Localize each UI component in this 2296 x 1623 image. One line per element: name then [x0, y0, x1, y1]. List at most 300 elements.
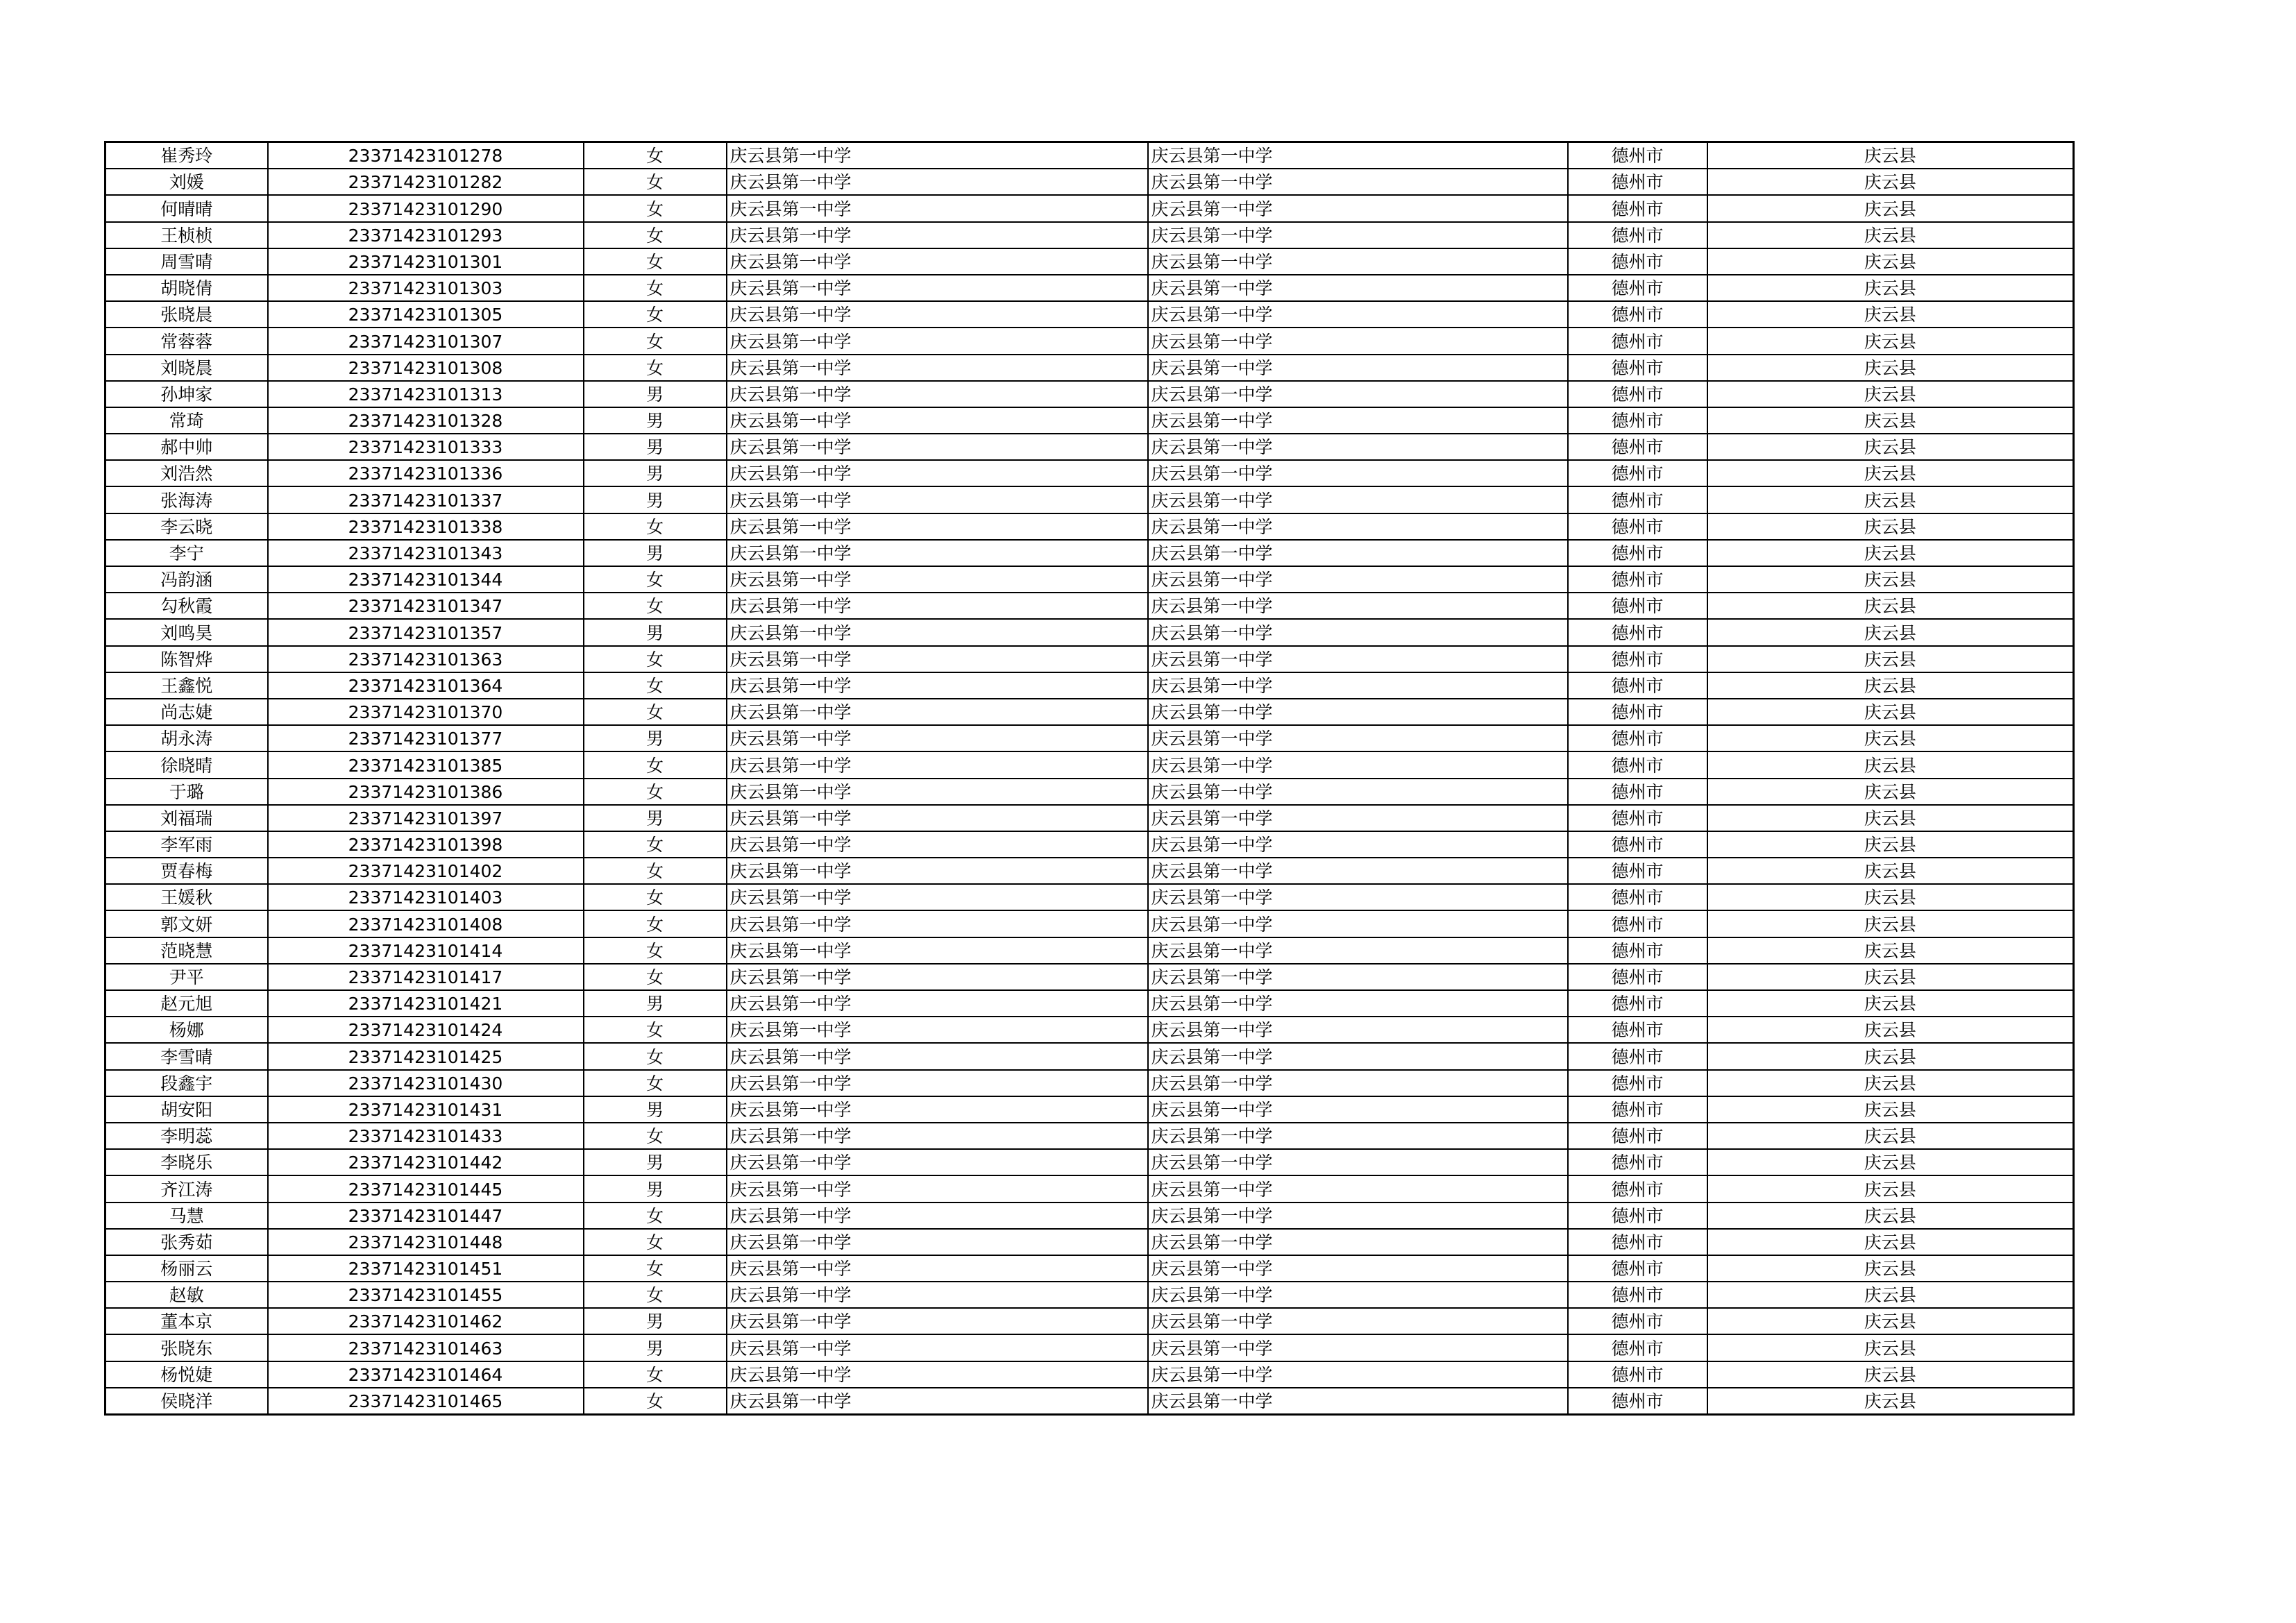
cell-name: 崔秀玲: [105, 142, 268, 169]
table-row: [105, 1070, 2074, 1096]
cell-name: 段鑫宇: [105, 1070, 268, 1096]
table-row: [105, 1334, 2074, 1361]
cell-city: 德州市: [1568, 646, 1707, 672]
cell-exam-id: 23371423101308: [268, 355, 584, 381]
cell-school: 庆云县第一中学: [727, 937, 1148, 964]
cell-name: 李晓乐: [105, 1149, 268, 1175]
cell-gender: 女: [584, 779, 727, 805]
cell-exam-site: 庆云县第一中学: [1148, 937, 1568, 964]
table-row: [105, 248, 2074, 275]
cell-name: 张晓东: [105, 1334, 268, 1361]
cell-city: 德州市: [1568, 990, 1707, 1017]
cell-exam-site: 庆云县第一中学: [1148, 460, 1568, 486]
cell-exam-site: 庆云县第一中学: [1148, 646, 1568, 672]
cell-county: 庆云县: [1707, 1255, 2074, 1282]
cell-exam-id: 23371423101347: [268, 593, 584, 619]
cell-city: 德州市: [1568, 381, 1707, 407]
cell-exam-site: 庆云县第一中学: [1148, 593, 1568, 619]
cell-county: 庆云县: [1707, 1043, 2074, 1069]
cell-city: 德州市: [1568, 222, 1707, 248]
cell-exam-id: 23371423101403: [268, 884, 584, 910]
cell-exam-site: 庆云县第一中学: [1148, 1070, 1568, 1096]
table-row: [105, 513, 2074, 540]
cell-name: 常琦: [105, 407, 268, 434]
cell-gender: 女: [584, 195, 727, 221]
cell-city: 德州市: [1568, 1229, 1707, 1255]
cell-name: 于璐: [105, 779, 268, 805]
roster-table: [104, 141, 2075, 1416]
cell-exam-site: 庆云县第一中学: [1148, 1282, 1568, 1308]
table-row: [105, 805, 2074, 831]
cell-county: 庆云县: [1707, 275, 2074, 301]
cell-county: 庆云县: [1707, 142, 2074, 169]
cell-exam-id: 23371423101363: [268, 646, 584, 672]
cell-name: 胡安阳: [105, 1096, 268, 1123]
cell-exam-id: 23371423101328: [268, 407, 584, 434]
table-row: [105, 328, 2074, 354]
cell-city: 德州市: [1568, 1123, 1707, 1149]
cell-county: 庆云县: [1707, 460, 2074, 486]
table-row: [105, 1096, 2074, 1123]
cell-county: 庆云县: [1707, 301, 2074, 328]
cell-city: 德州市: [1568, 1282, 1707, 1308]
cell-gender: 女: [584, 328, 727, 354]
cell-exam-id: 23371423101344: [268, 566, 584, 593]
cell-exam-id: 23371423101301: [268, 248, 584, 275]
cell-exam-id: 23371423101430: [268, 1070, 584, 1096]
cell-exam-site: 庆云县第一中学: [1148, 805, 1568, 831]
cell-exam-site: 庆云县第一中学: [1148, 831, 1568, 858]
cell-school: 庆云县第一中学: [727, 328, 1148, 354]
cell-school: 庆云县第一中学: [727, 1282, 1148, 1308]
cell-exam-id: 23371423101377: [268, 725, 584, 751]
cell-county: 庆云县: [1707, 222, 2074, 248]
cell-exam-id: 23371423101455: [268, 1282, 584, 1308]
cell-exam-site: 庆云县第一中学: [1148, 1229, 1568, 1255]
cell-school: 庆云县第一中学: [727, 646, 1148, 672]
cell-city: 德州市: [1568, 1334, 1707, 1361]
table-row: [105, 1388, 2074, 1415]
cell-gender: 男: [584, 1096, 727, 1123]
table-row: [105, 195, 2074, 221]
cell-exam-site: 庆云县第一中学: [1148, 1175, 1568, 1202]
table-row: [105, 355, 2074, 381]
cell-gender: 女: [584, 910, 727, 937]
cell-school: 庆云县第一中学: [727, 1149, 1148, 1175]
cell-city: 德州市: [1568, 142, 1707, 169]
cell-gender: 男: [584, 540, 727, 566]
cell-gender: 男: [584, 434, 727, 460]
cell-exam-site: 庆云县第一中学: [1148, 779, 1568, 805]
cell-county: 庆云县: [1707, 1388, 2074, 1415]
cell-name: 李宁: [105, 540, 268, 566]
cell-school: 庆云县第一中学: [727, 1255, 1148, 1282]
cell-school: 庆云县第一中学: [727, 222, 1148, 248]
cell-city: 德州市: [1568, 1361, 1707, 1388]
cell-exam-id: 23371423101386: [268, 779, 584, 805]
cell-county: 庆云县: [1707, 1334, 2074, 1361]
cell-school: 庆云县第一中学: [727, 1203, 1148, 1229]
cell-gender: 女: [584, 937, 727, 964]
cell-exam-id: 23371423101307: [268, 328, 584, 354]
cell-city: 德州市: [1568, 275, 1707, 301]
table-row: [105, 142, 2074, 169]
cell-school: 庆云县第一中学: [727, 381, 1148, 407]
table-row: [105, 460, 2074, 486]
cell-exam-id: 23371423101421: [268, 990, 584, 1017]
cell-exam-site: 庆云县第一中学: [1148, 1149, 1568, 1175]
cell-exam-id: 23371423101465: [268, 1388, 584, 1415]
cell-school: 庆云县第一中学: [727, 1388, 1148, 1415]
cell-school: 庆云县第一中学: [727, 1043, 1148, 1069]
cell-gender: 女: [584, 1255, 727, 1282]
cell-county: 庆云县: [1707, 910, 2074, 937]
cell-exam-site: 庆云县第一中学: [1148, 1361, 1568, 1388]
cell-school: 庆云县第一中学: [727, 195, 1148, 221]
cell-name: 李军雨: [105, 831, 268, 858]
cell-county: 庆云县: [1707, 566, 2074, 593]
table-row: [105, 1282, 2074, 1308]
cell-exam-site: 庆云县第一中学: [1148, 910, 1568, 937]
cell-name: 李云晓: [105, 513, 268, 540]
cell-city: 德州市: [1568, 195, 1707, 221]
cell-city: 德州市: [1568, 1308, 1707, 1334]
cell-gender: 女: [584, 858, 727, 884]
cell-city: 德州市: [1568, 725, 1707, 751]
cell-exam-id: 23371423101293: [268, 222, 584, 248]
cell-exam-site: 庆云县第一中学: [1148, 540, 1568, 566]
cell-city: 德州市: [1568, 699, 1707, 725]
cell-gender: 女: [584, 513, 727, 540]
cell-exam-site: 庆云县第一中学: [1148, 1043, 1568, 1069]
cell-gender: 男: [584, 1334, 727, 1361]
cell-name: 杨丽云: [105, 1255, 268, 1282]
cell-exam-site: 庆云县第一中学: [1148, 248, 1568, 275]
cell-exam-site: 庆云县第一中学: [1148, 195, 1568, 221]
cell-county: 庆云县: [1707, 1070, 2074, 1096]
cell-county: 庆云县: [1707, 725, 2074, 751]
cell-exam-id: 23371423101337: [268, 486, 584, 513]
cell-school: 庆云县第一中学: [727, 699, 1148, 725]
cell-county: 庆云县: [1707, 1282, 2074, 1308]
table-row: [105, 1255, 2074, 1282]
table-row: [105, 1175, 2074, 1202]
cell-exam-site: 庆云县第一中学: [1148, 964, 1568, 990]
cell-city: 德州市: [1568, 858, 1707, 884]
cell-school: 庆云县第一中学: [727, 486, 1148, 513]
cell-exam-site: 庆云县第一中学: [1148, 407, 1568, 434]
cell-exam-site: 庆云县第一中学: [1148, 301, 1568, 328]
cell-school: 庆云县第一中学: [727, 751, 1148, 778]
cell-gender: 女: [584, 751, 727, 778]
cell-county: 庆云县: [1707, 831, 2074, 858]
cell-gender: 女: [584, 248, 727, 275]
cell-school: 庆云县第一中学: [727, 248, 1148, 275]
cell-name: 杨悦婕: [105, 1361, 268, 1388]
cell-exam-site: 庆云县第一中学: [1148, 725, 1568, 751]
cell-city: 德州市: [1568, 1203, 1707, 1229]
cell-school: 庆云县第一中学: [727, 884, 1148, 910]
cell-county: 庆云县: [1707, 699, 2074, 725]
cell-gender: 女: [584, 1017, 727, 1043]
table-row: [105, 1123, 2074, 1149]
cell-gender: 女: [584, 1229, 727, 1255]
cell-exam-id: 23371423101343: [268, 540, 584, 566]
cell-exam-id: 23371423101424: [268, 1017, 584, 1043]
cell-city: 德州市: [1568, 779, 1707, 805]
cell-exam-site: 庆云县第一中学: [1148, 434, 1568, 460]
cell-city: 德州市: [1568, 831, 1707, 858]
cell-county: 庆云县: [1707, 1203, 2074, 1229]
cell-city: 德州市: [1568, 248, 1707, 275]
cell-county: 庆云县: [1707, 858, 2074, 884]
cell-county: 庆云县: [1707, 751, 2074, 778]
cell-county: 庆云县: [1707, 1096, 2074, 1123]
cell-school: 庆云县第一中学: [727, 964, 1148, 990]
cell-name: 尚志婕: [105, 699, 268, 725]
cell-county: 庆云县: [1707, 1361, 2074, 1388]
cell-city: 德州市: [1568, 566, 1707, 593]
cell-school: 庆云县第一中学: [727, 1070, 1148, 1096]
cell-gender: 女: [584, 222, 727, 248]
cell-name: 张秀茹: [105, 1229, 268, 1255]
cell-exam-id: 23371423101463: [268, 1334, 584, 1361]
cell-city: 德州市: [1568, 1388, 1707, 1415]
table-row: [105, 1361, 2074, 1388]
cell-county: 庆云县: [1707, 619, 2074, 645]
cell-county: 庆云县: [1707, 964, 2074, 990]
cell-county: 庆云县: [1707, 990, 2074, 1017]
cell-name: 马慧: [105, 1203, 268, 1229]
cell-school: 庆云县第一中学: [727, 1229, 1148, 1255]
cell-gender: 女: [584, 142, 727, 169]
cell-exam-id: 23371423101313: [268, 381, 584, 407]
cell-city: 德州市: [1568, 355, 1707, 381]
cell-county: 庆云县: [1707, 593, 2074, 619]
cell-name: 侯晓洋: [105, 1388, 268, 1415]
cell-gender: 女: [584, 355, 727, 381]
cell-exam-site: 庆云县第一中学: [1148, 1096, 1568, 1123]
cell-school: 庆云县第一中学: [727, 1308, 1148, 1334]
cell-name: 郝中帅: [105, 434, 268, 460]
cell-school: 庆云县第一中学: [727, 593, 1148, 619]
cell-school: 庆云县第一中学: [727, 619, 1148, 645]
cell-exam-site: 庆云县第一中学: [1148, 858, 1568, 884]
cell-name: 董本京: [105, 1308, 268, 1334]
cell-school: 庆云县第一中学: [727, 1123, 1148, 1149]
cell-exam-site: 庆云县第一中学: [1148, 990, 1568, 1017]
cell-gender: 男: [584, 1149, 727, 1175]
cell-name: 刘媛: [105, 169, 268, 195]
cell-gender: 女: [584, 566, 727, 593]
table-row: [105, 301, 2074, 328]
cell-exam-id: 23371423101357: [268, 619, 584, 645]
table-row: [105, 1203, 2074, 1229]
cell-gender: 男: [584, 619, 727, 645]
cell-city: 德州市: [1568, 672, 1707, 699]
cell-county: 庆云县: [1707, 1123, 2074, 1149]
cell-exam-id: 23371423101462: [268, 1308, 584, 1334]
table-row: [105, 1308, 2074, 1334]
cell-city: 德州市: [1568, 1070, 1707, 1096]
table-row: [105, 831, 2074, 858]
table-row: [105, 619, 2074, 645]
cell-school: 庆云县第一中学: [727, 990, 1148, 1017]
cell-school: 庆云县第一中学: [727, 831, 1148, 858]
cell-county: 庆云县: [1707, 1229, 2074, 1255]
cell-exam-id: 23371423101364: [268, 672, 584, 699]
cell-exam-site: 庆云县第一中学: [1148, 1388, 1568, 1415]
cell-exam-id: 23371423101290: [268, 195, 584, 221]
cell-exam-id: 23371423101451: [268, 1255, 584, 1282]
cell-exam-id: 23371423101336: [268, 460, 584, 486]
cell-name: 张海涛: [105, 486, 268, 513]
cell-exam-site: 庆云县第一中学: [1148, 1203, 1568, 1229]
cell-gender: 女: [584, 1388, 727, 1415]
cell-county: 庆云县: [1707, 355, 2074, 381]
cell-gender: 女: [584, 1203, 727, 1229]
table-row: [105, 593, 2074, 619]
table-row: [105, 910, 2074, 937]
cell-gender: 女: [584, 275, 727, 301]
cell-gender: 男: [584, 990, 727, 1017]
cell-name: 尹平: [105, 964, 268, 990]
cell-exam-id: 23371423101397: [268, 805, 584, 831]
cell-exam-site: 庆云县第一中学: [1148, 328, 1568, 354]
cell-exam-id: 23371423101408: [268, 910, 584, 937]
cell-county: 庆云县: [1707, 407, 2074, 434]
cell-exam-id: 23371423101445: [268, 1175, 584, 1202]
cell-gender: 女: [584, 964, 727, 990]
cell-county: 庆云县: [1707, 646, 2074, 672]
cell-gender: 女: [584, 1070, 727, 1096]
cell-name: 孙坤家: [105, 381, 268, 407]
cell-county: 庆云县: [1707, 169, 2074, 195]
cell-name: 刘浩然: [105, 460, 268, 486]
cell-county: 庆云县: [1707, 513, 2074, 540]
cell-school: 庆云县第一中学: [727, 169, 1148, 195]
cell-exam-site: 庆云县第一中学: [1148, 1017, 1568, 1043]
cell-city: 德州市: [1568, 301, 1707, 328]
cell-city: 德州市: [1568, 169, 1707, 195]
cell-gender: 女: [584, 831, 727, 858]
cell-gender: 男: [584, 407, 727, 434]
table-row: [105, 672, 2074, 699]
cell-gender: 男: [584, 381, 727, 407]
cell-exam-id: 23371423101414: [268, 937, 584, 964]
cell-city: 德州市: [1568, 1175, 1707, 1202]
cell-county: 庆云县: [1707, 195, 2074, 221]
cell-exam-id: 23371423101338: [268, 513, 584, 540]
cell-gender: 女: [584, 593, 727, 619]
cell-school: 庆云县第一中学: [727, 142, 1148, 169]
cell-exam-id: 23371423101305: [268, 301, 584, 328]
table-row: [105, 990, 2074, 1017]
cell-county: 庆云县: [1707, 1308, 2074, 1334]
table-row: [105, 779, 2074, 805]
cell-name: 刘晓晨: [105, 355, 268, 381]
cell-exam-id: 23371423101431: [268, 1096, 584, 1123]
cell-exam-site: 庆云县第一中学: [1148, 381, 1568, 407]
table-row: [105, 434, 2074, 460]
roster-rows: [105, 142, 2074, 1415]
cell-school: 庆云县第一中学: [727, 1175, 1148, 1202]
cell-name: 胡晓倩: [105, 275, 268, 301]
cell-name: 陈智烨: [105, 646, 268, 672]
cell-gender: 女: [584, 301, 727, 328]
cell-school: 庆云县第一中学: [727, 805, 1148, 831]
cell-school: 庆云县第一中学: [727, 672, 1148, 699]
table-row: [105, 222, 2074, 248]
cell-city: 德州市: [1568, 593, 1707, 619]
cell-name: 王鑫悦: [105, 672, 268, 699]
cell-exam-site: 庆云县第一中学: [1148, 142, 1568, 169]
table-row: [105, 486, 2074, 513]
cell-exam-id: 23371423101442: [268, 1149, 584, 1175]
cell-name: 张晓晨: [105, 301, 268, 328]
cell-name: 齐江涛: [105, 1175, 268, 1202]
cell-exam-id: 23371423101333: [268, 434, 584, 460]
cell-city: 德州市: [1568, 513, 1707, 540]
cell-exam-id: 23371423101402: [268, 858, 584, 884]
cell-exam-site: 庆云县第一中学: [1148, 751, 1568, 778]
cell-exam-id: 23371423101464: [268, 1361, 584, 1388]
cell-city: 德州市: [1568, 1017, 1707, 1043]
cell-city: 德州市: [1568, 751, 1707, 778]
cell-exam-site: 庆云县第一中学: [1148, 355, 1568, 381]
cell-county: 庆云县: [1707, 937, 2074, 964]
cell-name: 杨娜: [105, 1017, 268, 1043]
cell-name: 徐晓晴: [105, 751, 268, 778]
cell-city: 德州市: [1568, 407, 1707, 434]
cell-county: 庆云县: [1707, 805, 2074, 831]
cell-name: 胡永涛: [105, 725, 268, 751]
cell-city: 德州市: [1568, 328, 1707, 354]
cell-school: 庆云县第一中学: [727, 1334, 1148, 1361]
cell-exam-site: 庆云县第一中学: [1148, 275, 1568, 301]
cell-gender: 男: [584, 1308, 727, 1334]
table-row: [105, 1149, 2074, 1175]
cell-exam-site: 庆云县第一中学: [1148, 169, 1568, 195]
cell-name: 赵敏: [105, 1282, 268, 1308]
table-row: [105, 751, 2074, 778]
cell-gender: 女: [584, 169, 727, 195]
cell-city: 德州市: [1568, 805, 1707, 831]
cell-county: 庆云县: [1707, 1175, 2074, 1202]
cell-exam-site: 庆云县第一中学: [1148, 1334, 1568, 1361]
cell-county: 庆云县: [1707, 328, 2074, 354]
cell-county: 庆云县: [1707, 540, 2074, 566]
table-row: [105, 1043, 2074, 1069]
cell-gender: 女: [584, 699, 727, 725]
cell-exam-site: 庆云县第一中学: [1148, 619, 1568, 645]
table-row: [105, 858, 2074, 884]
cell-name: 刘鸣昊: [105, 619, 268, 645]
cell-school: 庆云县第一中学: [727, 407, 1148, 434]
cell-exam-id: 23371423101303: [268, 275, 584, 301]
cell-name: 常蓉蓉: [105, 328, 268, 354]
cell-school: 庆云县第一中学: [727, 779, 1148, 805]
table-row: [105, 1017, 2074, 1043]
cell-city: 德州市: [1568, 910, 1707, 937]
cell-gender: 女: [584, 1361, 727, 1388]
cell-exam-id: 23371423101385: [268, 751, 584, 778]
cell-name: 刘福瑞: [105, 805, 268, 831]
cell-name: 郭文妍: [105, 910, 268, 937]
cell-exam-site: 庆云县第一中学: [1148, 222, 1568, 248]
cell-exam-id: 23371423101448: [268, 1229, 584, 1255]
cell-name: 范晓慧: [105, 937, 268, 964]
